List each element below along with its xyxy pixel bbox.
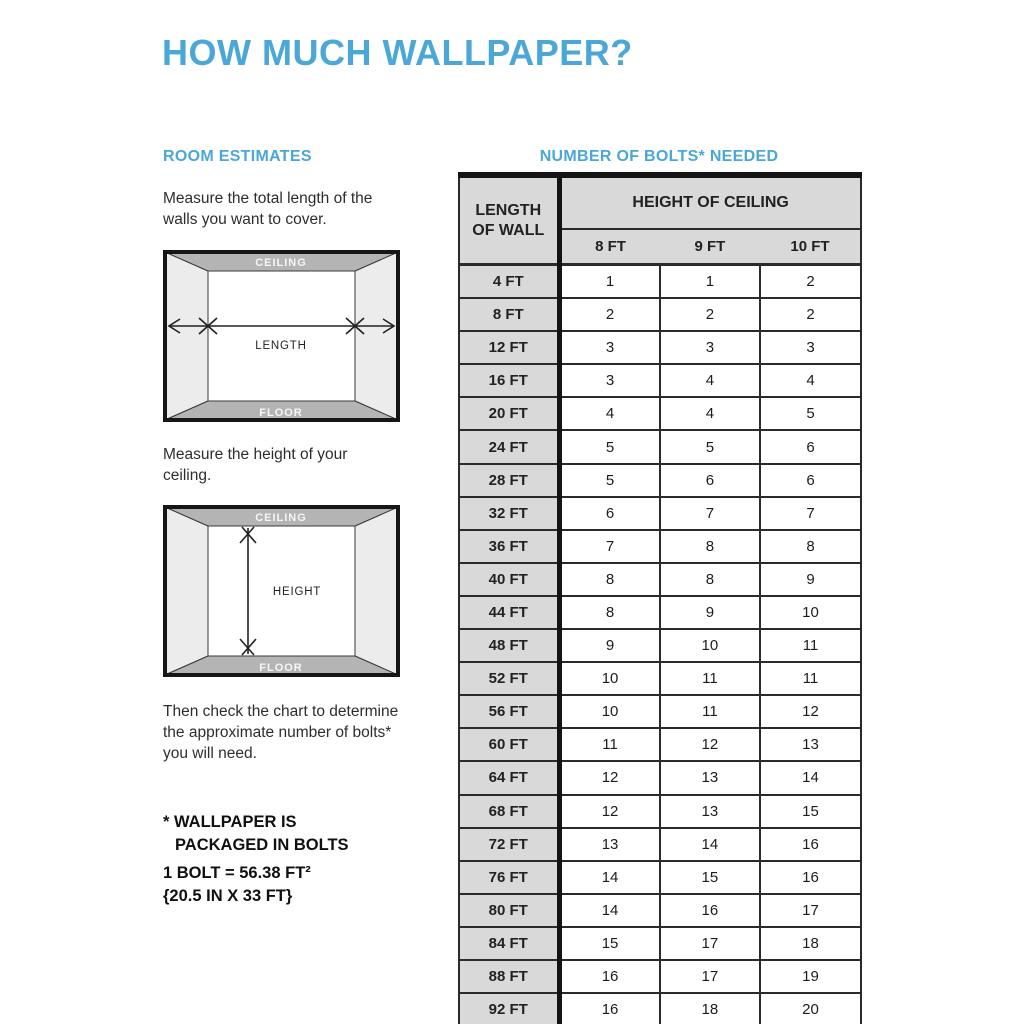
bolt-count-cell-8ft: 10 (559, 662, 660, 695)
bolt-count-cell-9ft: 17 (660, 927, 761, 960)
bolt-count-cell-8ft: 6 (559, 497, 660, 530)
wall-length-cell: 48 FT (459, 629, 559, 662)
wall-length-cell: 84 FT (459, 927, 559, 960)
table-row (459, 530, 861, 563)
wall-length-cell: 28 FT (459, 464, 559, 497)
table-row (459, 761, 861, 794)
bolt-count-cell-9ft: 13 (660, 761, 761, 794)
room-estimates-heading: ROOM ESTIMATES (163, 148, 312, 165)
ceiling-10ft-header: 10 FT (760, 229, 861, 265)
bolt-count-cell-10ft: 11 (760, 629, 861, 662)
bolt-count-cell-9ft: 4 (660, 364, 761, 397)
wall-length-cell: 60 FT (459, 728, 559, 761)
floor-label: FLOOR (259, 662, 303, 674)
instruction-step-1: Measure the total length of the walls you want to cover. (163, 190, 373, 228)
bolt-count-cell-9ft: 17 (660, 960, 761, 993)
height-of-ceiling-header: HEIGHT OF CEILING (559, 175, 861, 229)
wall-length-cell: 32 FT (459, 497, 559, 530)
bolt-count-cell-10ft: 16 (760, 861, 861, 894)
bolt-equation: 1 BOLT = 56.38 FT² (163, 864, 311, 882)
bolt-count-cell-10ft: 11 (760, 662, 861, 695)
bolt-count-cell-10ft: 13 (760, 728, 861, 761)
bolt-count-cell-9ft: 14 (660, 828, 761, 861)
bolt-count-cell-10ft: 17 (760, 894, 861, 927)
bolt-count-cell-10ft: 20 (760, 993, 861, 1024)
bolt-count-cell-9ft: 18 (660, 993, 761, 1024)
bolt-count-cell-8ft: 4 (559, 397, 660, 430)
table-row (459, 861, 861, 894)
bolt-count-cell-8ft: 12 (559, 795, 660, 828)
table-header-row (459, 175, 861, 229)
table-row (459, 497, 861, 530)
bolt-count-cell-9ft: 9 (660, 596, 761, 629)
bolt-count-cell-10ft: 14 (760, 761, 861, 794)
bolt-count-cell-9ft: 12 (660, 728, 761, 761)
bolt-count-cell-9ft: 7 (660, 497, 761, 530)
table-row (459, 993, 861, 1024)
wall-length-cell: 20 FT (459, 397, 559, 430)
wall-length-cell: 4 FT (459, 265, 559, 299)
bolt-size-note (163, 862, 311, 908)
bolt-count-cell-8ft: 11 (559, 728, 660, 761)
bolt-count-cell-10ft: 5 (760, 397, 861, 430)
table-row (459, 265, 861, 299)
wall-length-cell: 92 FT (459, 993, 559, 1024)
bolts-packaging-note-line2: PACKAGED IN BOLTS (175, 836, 349, 854)
table-row (459, 795, 861, 828)
bolt-count-cell-8ft: 7 (559, 530, 660, 563)
wall-length-cell: 12 FT (459, 331, 559, 364)
wall-length-cell: 8 FT (459, 298, 559, 331)
wall-length-cell: 76 FT (459, 861, 559, 894)
bolt-count-cell-9ft: 6 (660, 464, 761, 497)
table-row (459, 894, 861, 927)
bolt-count-cell-9ft: 8 (660, 530, 761, 563)
instruction-step-2: Measure the height of your ceiling. (163, 446, 348, 484)
wall-length-cell: 24 FT (459, 430, 559, 463)
bolt-count-cell-8ft: 10 (559, 695, 660, 728)
table-row (459, 662, 861, 695)
bolt-count-cell-8ft: 2 (559, 298, 660, 331)
table-row (459, 629, 861, 662)
bolts-table-container (458, 172, 860, 1024)
bolt-count-cell-9ft: 2 (660, 298, 761, 331)
wall-length-cell: 64 FT (459, 761, 559, 794)
ceiling-label: CEILING (255, 257, 307, 269)
bolt-count-cell-10ft: 12 (760, 695, 861, 728)
bolt-count-cell-10ft: 10 (760, 596, 861, 629)
bolt-count-cell-10ft: 16 (760, 828, 861, 861)
bolt-count-cell-9ft: 15 (660, 861, 761, 894)
bolt-count-cell-9ft: 8 (660, 563, 761, 596)
bolt-count-cell-9ft: 13 (660, 795, 761, 828)
bolt-count-cell-10ft: 19 (760, 960, 861, 993)
table-row (459, 828, 861, 861)
bolt-count-cell-8ft: 8 (559, 563, 660, 596)
wall-length-cell: 88 FT (459, 960, 559, 993)
bolt-count-cell-8ft: 16 (559, 993, 660, 1024)
table-row (459, 596, 861, 629)
room-height-diagram (163, 505, 400, 677)
table-row (459, 298, 861, 331)
wall-length-cell: 40 FT (459, 563, 559, 596)
wall-length-cell: 36 FT (459, 530, 559, 563)
ceiling-8ft-header: 8 FT (559, 229, 660, 265)
bolts-table (458, 172, 862, 1024)
length-dimension-label: LENGTH (255, 340, 307, 352)
wall-length-cell: 56 FT (459, 695, 559, 728)
table-row (459, 430, 861, 463)
bolt-count-cell-10ft: 2 (760, 265, 861, 299)
bolt-count-cell-8ft: 5 (559, 430, 660, 463)
wall-length-cell: 68 FT (459, 795, 559, 828)
wall-length-cell: 80 FT (459, 894, 559, 927)
bolt-count-cell-9ft: 5 (660, 430, 761, 463)
bolt-count-cell-9ft: 4 (660, 397, 761, 430)
bolt-count-cell-8ft: 9 (559, 629, 660, 662)
instruction-step-3: Then check the chart to determine the approximate number of bolts* you will need. (163, 703, 399, 762)
page-title: HOW MUCH WALLPAPER? (162, 32, 633, 73)
bolt-count-cell-10ft: 3 (760, 331, 861, 364)
bolt-count-cell-10ft: 6 (760, 430, 861, 463)
table-row (459, 563, 861, 596)
wall-length-cell: 72 FT (459, 828, 559, 861)
bolt-count-cell-8ft: 8 (559, 596, 660, 629)
floor-label: FLOOR (259, 407, 303, 419)
bolt-count-cell-8ft: 15 (559, 927, 660, 960)
bolt-count-cell-8ft: 13 (559, 828, 660, 861)
table-row (459, 464, 861, 497)
ceiling-label: CEILING (255, 512, 307, 524)
bolt-count-cell-8ft: 16 (559, 960, 660, 993)
bolt-count-cell-8ft: 14 (559, 894, 660, 927)
bolt-count-cell-10ft: 15 (760, 795, 861, 828)
right-wall (355, 252, 398, 420)
table-row (459, 397, 861, 430)
bolt-count-cell-10ft: 2 (760, 298, 861, 331)
bolt-count-cell-9ft: 11 (660, 662, 761, 695)
bolt-count-cell-8ft: 5 (559, 464, 660, 497)
length-of-wall-header: LENGTH OF WALL (459, 175, 559, 265)
bolt-dimensions: {20.5 IN X 33 FT} (163, 887, 293, 905)
bolts-packaging-note-line1: * WALLPAPER IS (163, 813, 297, 831)
bolt-count-cell-10ft: 4 (760, 364, 861, 397)
bolt-count-cell-9ft: 10 (660, 629, 761, 662)
height-dimension-label: HEIGHT (272, 586, 322, 598)
bolt-count-cell-10ft: 6 (760, 464, 861, 497)
table-row (459, 728, 861, 761)
room-length-diagram (163, 250, 400, 422)
bolts-packaging-note (163, 811, 349, 857)
bolt-count-cell-9ft: 3 (660, 331, 761, 364)
bolt-count-cell-8ft: 14 (559, 861, 660, 894)
bolt-count-cell-8ft: 3 (559, 331, 660, 364)
back-wall (208, 271, 355, 401)
right-wall (355, 507, 398, 675)
table-row (459, 695, 861, 728)
wall-length-cell: 16 FT (459, 364, 559, 397)
bolts-needed-heading: NUMBER OF BOLTS* NEEDED (539, 148, 779, 165)
bolt-count-cell-8ft: 1 (559, 265, 660, 299)
bolt-count-cell-10ft: 18 (760, 927, 861, 960)
bolt-count-cell-8ft: 3 (559, 364, 660, 397)
left-wall (165, 252, 208, 420)
left-wall (165, 507, 208, 675)
bolt-count-cell-10ft: 9 (760, 563, 861, 596)
bolt-count-cell-9ft: 1 (660, 265, 761, 299)
bolt-count-cell-10ft: 8 (760, 530, 861, 563)
table-row (459, 364, 861, 397)
table-row (459, 331, 861, 364)
wall-length-cell: 44 FT (459, 596, 559, 629)
ceiling-9ft-header: 9 FT (660, 229, 761, 265)
bolt-count-cell-10ft: 7 (760, 497, 861, 530)
table-row (459, 960, 861, 993)
bolt-count-cell-8ft: 12 (559, 761, 660, 794)
bolt-count-cell-9ft: 11 (660, 695, 761, 728)
bolt-count-cell-9ft: 16 (660, 894, 761, 927)
table-row (459, 927, 861, 960)
wall-length-cell: 52 FT (459, 662, 559, 695)
